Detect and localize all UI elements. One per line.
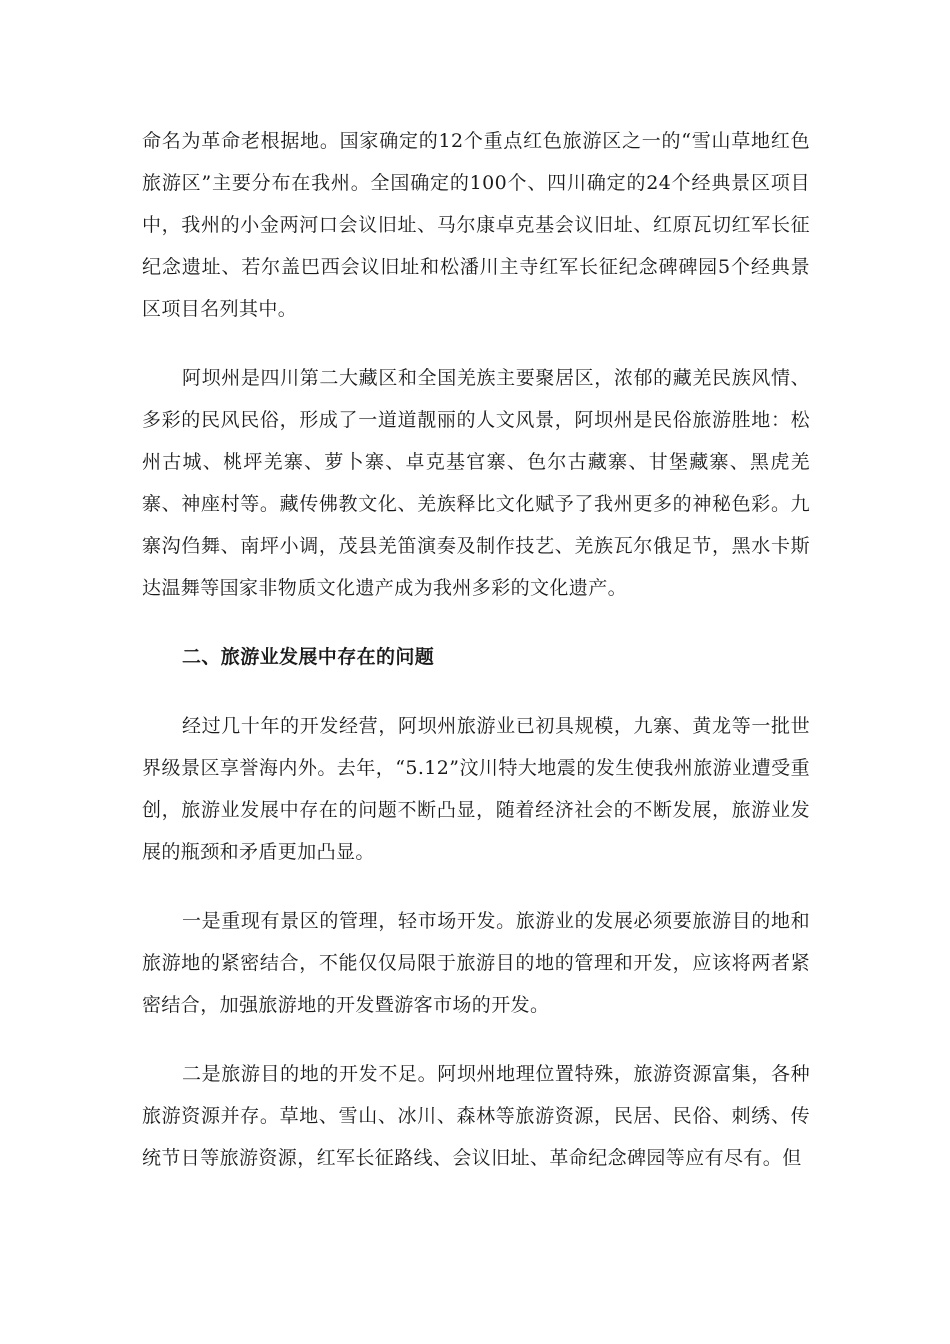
paragraph-development-overview: 经过几十年的开发经营，阿坝州旅游业已初具规模，九寨、黄龙等一批世界级景区享誉海内外。去年，“5.12”汶川特大地震的发生使我州旅游业遭受重创，旅游业发展中存在的问题不断凸显，随着经济社会的不断发展，旅游业发展的瓶颈和矛盾更加凸显。 — [142, 715, 810, 863]
document-page — [142, 120, 810, 1179]
paragraph-folk-culture: 阿坝州是四川第二大藏区和全国羌族主要聚居区，浓郁的藏羌民族风情、多彩的民风民俗，形成了一道道靓丽的人文风景，阿坝州是民俗旅游胜地：松州古城、桃坪羌寨、萝卜寨、卓克基官寨、色尔古藏寨、甘堡藏寨、黑虎羌寨、神座村等。藏传佛教文化、羌族释比文化赋予了我州更多的神秘色彩。九寨沟㑇舞、南坪小调，茂县羌笛演奏及制作技艺、羌族瓦尔俄足节，黑水卡斯达温舞等国家非物质文化遗产成为我州多彩的文化遗产。 — [142, 367, 810, 599]
section-heading: 二、旅游业发展中存在的问题 — [182, 646, 435, 668]
paragraph-red-tourism: 命名为革命老根据地。国家确定的12个重点红色旅游区之一的“雪山草地红色旅游区”主要分布在我州。全国确定的100个、四川确定的24个经典景区项目中，我州的小金两河口会议旧址、马尔康卓克基会议旧址、红原瓦切红军长征纪念遗址、若尔盖巴西会议旧址和松潘川主寺红军长征纪念碑碑园5个经典景区项目名列其中。 — [142, 130, 810, 320]
paragraph-issue-one: 一是重现有景区的管理，轻市场开发。旅游业的发展必须要旅游目的地和旅游地的紧密结合，不能仅仅局限于旅游目的地的管理和开发，应该将两者紧密结合，加强旅游地的开发暨游客市场的开发。 — [142, 910, 810, 1016]
paragraph-issue-two: 二是旅游目的地的开发不足。阿坝州地理位置特殊，旅游资源富集，各种旅游资源并存。草地、雪山、冰川、森林等旅游资源，民居、民俗、刺绣、传统节日等旅游资源，红军长征路线、会议旧址、革命纪念碑园等应有尽有。但 — [142, 1063, 810, 1169]
